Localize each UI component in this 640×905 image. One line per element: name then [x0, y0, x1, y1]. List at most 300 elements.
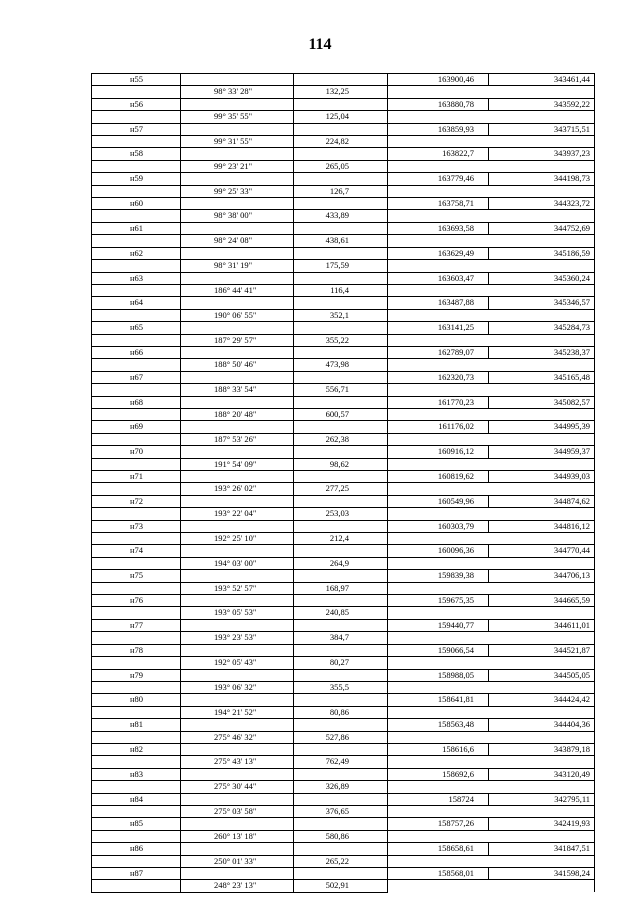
x-coordinate: 158641,81	[388, 694, 489, 706]
length-cell	[294, 743, 388, 755]
y-coordinate-cell	[489, 111, 595, 123]
point-name-cell	[92, 681, 181, 693]
point-name-cell	[92, 830, 181, 842]
x-coordinate-cell	[388, 458, 489, 470]
segment-row	[92, 359, 595, 371]
point-name: н56	[92, 98, 181, 110]
x-coordinate: 163822,7	[388, 148, 489, 160]
direction-cell	[181, 495, 294, 507]
point-row	[92, 98, 595, 110]
x-coordinate-cell	[388, 284, 489, 296]
segment-length: 600,57	[294, 408, 388, 420]
segment-length: 116,4	[294, 284, 388, 296]
length-cell	[294, 669, 388, 681]
y-coordinate: 344752,69	[489, 222, 595, 234]
point-name: н65	[92, 322, 181, 334]
point-name-cell	[92, 756, 181, 768]
point-name-cell	[92, 731, 181, 743]
direction-angle: 99° 25' 33"	[181, 185, 294, 197]
segment-length: 376,65	[294, 805, 388, 817]
point-name: н70	[92, 446, 181, 458]
point-name-cell	[92, 359, 181, 371]
y-coordinate: 344959,37	[489, 446, 595, 458]
segment-length: 264,9	[294, 557, 388, 569]
x-coordinate: 163629,49	[388, 247, 489, 259]
point-name: н68	[92, 396, 181, 408]
direction-cell	[181, 198, 294, 210]
direction-cell	[181, 743, 294, 755]
segment-row	[92, 756, 595, 768]
length-cell	[294, 818, 388, 830]
y-coordinate: 343461,44	[489, 74, 595, 86]
y-coordinate: 344939,03	[489, 471, 595, 483]
direction-angle: 275° 30' 44"	[181, 781, 294, 793]
point-row	[92, 843, 595, 855]
y-coordinate: 344521,87	[489, 644, 595, 656]
segment-length: 224,82	[294, 136, 388, 148]
x-coordinate: 159839,38	[388, 570, 489, 582]
page-number: 114	[308, 36, 332, 53]
segment-row	[92, 111, 595, 123]
point-row	[92, 371, 595, 383]
point-row	[92, 396, 595, 408]
point-name: н60	[92, 198, 181, 210]
y-coordinate-cell	[489, 855, 595, 867]
x-coordinate: 160916,12	[388, 446, 489, 458]
direction-cell	[181, 396, 294, 408]
y-coordinate: 344198,73	[489, 173, 595, 185]
y-coordinate-cell	[489, 830, 595, 842]
direction-angle: 193° 52' 57"	[181, 582, 294, 594]
segment-length: 502,91	[294, 880, 388, 892]
direction-cell	[181, 322, 294, 334]
length-cell	[294, 495, 388, 507]
direction-cell	[181, 371, 294, 383]
y-coordinate-cell	[489, 632, 595, 644]
x-coordinate: 158724	[388, 793, 489, 805]
x-coordinate-cell	[388, 781, 489, 793]
point-row	[92, 346, 595, 358]
point-name-cell	[92, 607, 181, 619]
x-coordinate: 160096,36	[388, 545, 489, 557]
y-coordinate: 344611,01	[489, 619, 595, 631]
y-coordinate-cell	[489, 210, 595, 222]
point-name: н61	[92, 222, 181, 234]
segment-row	[92, 160, 595, 172]
y-coordinate: 341598,24	[489, 868, 595, 880]
segment-length: 240,85	[294, 607, 388, 619]
point-row	[92, 669, 595, 681]
direction-angle: 192° 05' 43"	[181, 657, 294, 669]
point-row	[92, 322, 595, 334]
y-coordinate-cell	[489, 880, 595, 892]
x-coordinate-cell	[388, 880, 489, 892]
y-coordinate-cell	[489, 185, 595, 197]
segment-length: 212,4	[294, 533, 388, 545]
x-coordinate-cell	[388, 681, 489, 693]
y-coordinate: 342419,93	[489, 818, 595, 830]
point-row	[92, 446, 595, 458]
point-name-cell	[92, 86, 181, 98]
segment-row	[92, 830, 595, 842]
x-coordinate-cell	[388, 309, 489, 321]
segment-row	[92, 880, 595, 892]
direction-angle: 188° 33' 54"	[181, 384, 294, 396]
direction-angle: 186° 44' 41"	[181, 284, 294, 296]
segment-row	[92, 607, 595, 619]
segment-length: 132,25	[294, 86, 388, 98]
length-cell	[294, 371, 388, 383]
x-coordinate-cell	[388, 508, 489, 520]
point-name: н66	[92, 346, 181, 358]
direction-cell	[181, 818, 294, 830]
point-name-cell	[92, 483, 181, 495]
direction-cell	[181, 619, 294, 631]
segment-length: 527,86	[294, 731, 388, 743]
direction-cell	[181, 98, 294, 110]
point-name: н76	[92, 595, 181, 607]
point-name: н72	[92, 495, 181, 507]
x-coordinate-cell	[388, 334, 489, 346]
segment-length: 265,05	[294, 160, 388, 172]
x-coordinate-cell	[388, 86, 489, 98]
segment-length: 265,22	[294, 855, 388, 867]
direction-angle: 248° 23' 13"	[181, 880, 294, 892]
direction-angle: 99° 23' 21"	[181, 160, 294, 172]
point-row	[92, 222, 595, 234]
x-coordinate-cell	[388, 359, 489, 371]
point-name-cell	[92, 632, 181, 644]
segment-row	[92, 557, 595, 569]
x-coordinate: 159675,35	[388, 595, 489, 607]
point-name: н87	[92, 868, 181, 880]
segment-row	[92, 284, 595, 296]
segment-length: 580,86	[294, 830, 388, 842]
segment-length: 125,04	[294, 111, 388, 123]
x-coordinate: 158692,6	[388, 768, 489, 780]
x-coordinate-cell	[388, 136, 489, 148]
length-cell	[294, 421, 388, 433]
point-name-cell	[92, 781, 181, 793]
point-name: н79	[92, 669, 181, 681]
point-name-cell	[92, 284, 181, 296]
point-name-cell	[92, 408, 181, 420]
segment-row	[92, 185, 595, 197]
x-coordinate: 163779,46	[388, 173, 489, 185]
direction-cell	[181, 570, 294, 582]
y-coordinate-cell	[489, 160, 595, 172]
length-cell	[294, 520, 388, 532]
x-coordinate: 163758,71	[388, 198, 489, 210]
point-name-cell	[92, 210, 181, 222]
y-coordinate-cell	[489, 706, 595, 718]
x-coordinate: 163603,47	[388, 272, 489, 284]
point-name: н55	[92, 74, 181, 86]
segment-row	[92, 483, 595, 495]
direction-angle: 193° 26' 02"	[181, 483, 294, 495]
length-cell	[294, 198, 388, 210]
y-coordinate-cell	[489, 731, 595, 743]
x-coordinate-cell	[388, 160, 489, 172]
length-cell	[294, 272, 388, 284]
point-name-cell	[92, 334, 181, 346]
length-cell	[294, 148, 388, 160]
direction-cell	[181, 793, 294, 805]
point-name-cell	[92, 508, 181, 520]
direction-angle: 98° 33' 28"	[181, 86, 294, 98]
direction-angle: 193° 05' 53"	[181, 607, 294, 619]
segment-length: 175,59	[294, 260, 388, 272]
x-coordinate: 162789,07	[388, 346, 489, 358]
point-name: н69	[92, 421, 181, 433]
x-coordinate: 160303,79	[388, 520, 489, 532]
direction-cell	[181, 74, 294, 86]
segment-row	[92, 86, 595, 98]
point-row	[92, 495, 595, 507]
point-row	[92, 520, 595, 532]
direction-angle: 98° 38' 00"	[181, 210, 294, 222]
point-name: н86	[92, 843, 181, 855]
y-coordinate: 341847,51	[489, 843, 595, 855]
direction-angle: 188° 20' 48"	[181, 408, 294, 420]
length-cell	[294, 471, 388, 483]
segment-row	[92, 681, 595, 693]
direction-cell	[181, 471, 294, 483]
x-coordinate-cell	[388, 805, 489, 817]
direction-cell	[181, 173, 294, 185]
y-coordinate-cell	[489, 408, 595, 420]
segment-length: 98,62	[294, 458, 388, 470]
x-coordinate-cell	[388, 533, 489, 545]
point-name-cell	[92, 582, 181, 594]
y-coordinate-cell	[489, 86, 595, 98]
point-name: н85	[92, 818, 181, 830]
x-coordinate: 163859,93	[388, 123, 489, 135]
point-name: н58	[92, 148, 181, 160]
segment-length: 80,27	[294, 657, 388, 669]
x-coordinate: 159440,77	[388, 619, 489, 631]
y-coordinate: 345360,24	[489, 272, 595, 284]
direction-cell	[181, 148, 294, 160]
direction-cell	[181, 421, 294, 433]
point-name: н63	[92, 272, 181, 284]
y-coordinate: 345186,59	[489, 247, 595, 259]
x-coordinate-cell	[388, 210, 489, 222]
y-coordinate-cell	[489, 557, 595, 569]
direction-angle: 193° 22' 04"	[181, 508, 294, 520]
segment-row	[92, 408, 595, 420]
point-name: н71	[92, 471, 181, 483]
x-coordinate-cell	[388, 384, 489, 396]
x-coordinate: 161176,02	[388, 421, 489, 433]
segment-length: 326,89	[294, 781, 388, 793]
point-row	[92, 173, 595, 185]
point-name-cell	[92, 384, 181, 396]
segment-row	[92, 657, 595, 669]
segment-row	[92, 433, 595, 445]
segment-row	[92, 260, 595, 272]
segment-row	[92, 136, 595, 148]
point-row	[92, 768, 595, 780]
segment-length: 556,71	[294, 384, 388, 396]
direction-cell	[181, 446, 294, 458]
x-coordinate-cell	[388, 483, 489, 495]
length-cell	[294, 694, 388, 706]
y-coordinate: 345165,48	[489, 371, 595, 383]
point-row	[92, 272, 595, 284]
segment-row	[92, 582, 595, 594]
direction-cell	[181, 843, 294, 855]
x-coordinate-cell	[388, 260, 489, 272]
segment-length: 277,25	[294, 483, 388, 495]
point-name: н62	[92, 247, 181, 259]
length-cell	[294, 173, 388, 185]
point-name-cell	[92, 260, 181, 272]
y-coordinate-cell	[489, 781, 595, 793]
length-cell	[294, 346, 388, 358]
direction-angle: 188° 50' 46"	[181, 359, 294, 371]
segment-row	[92, 458, 595, 470]
segment-row	[92, 632, 595, 644]
point-name: н84	[92, 793, 181, 805]
direction-angle: 99° 35' 55"	[181, 111, 294, 123]
direction-angle: 275° 46' 32"	[181, 731, 294, 743]
x-coordinate: 163880,78	[388, 98, 489, 110]
y-coordinate-cell	[489, 458, 595, 470]
x-coordinate-cell	[388, 408, 489, 420]
x-coordinate: 163487,88	[388, 297, 489, 309]
segment-row	[92, 731, 595, 743]
y-coordinate: 343592,22	[489, 98, 595, 110]
x-coordinate-cell	[388, 830, 489, 842]
direction-cell	[181, 694, 294, 706]
length-cell	[294, 297, 388, 309]
direction-angle: 98° 31' 19"	[181, 260, 294, 272]
segment-length: 80,86	[294, 706, 388, 718]
direction-cell	[181, 297, 294, 309]
point-name: н81	[92, 719, 181, 731]
y-coordinate-cell	[489, 508, 595, 520]
direction-angle: 192° 25' 10"	[181, 533, 294, 545]
point-row	[92, 148, 595, 160]
segment-length: 433,89	[294, 210, 388, 222]
y-coordinate: 343937,23	[489, 148, 595, 160]
x-coordinate: 158616,6	[388, 743, 489, 755]
point-row	[92, 198, 595, 210]
direction-cell	[181, 644, 294, 656]
direction-cell	[181, 545, 294, 557]
y-coordinate-cell	[489, 657, 595, 669]
y-coordinate: 342795,11	[489, 793, 595, 805]
point-name-cell	[92, 235, 181, 247]
point-row	[92, 74, 595, 86]
length-cell	[294, 793, 388, 805]
segment-row	[92, 235, 595, 247]
x-coordinate: 163141,25	[388, 322, 489, 334]
direction-cell	[181, 669, 294, 681]
segment-row	[92, 309, 595, 321]
x-coordinate-cell	[388, 235, 489, 247]
segment-row	[92, 805, 595, 817]
point-row	[92, 793, 595, 805]
point-name: н83	[92, 768, 181, 780]
x-coordinate-cell	[388, 657, 489, 669]
point-row	[92, 719, 595, 731]
point-name-cell	[92, 458, 181, 470]
length-cell	[294, 719, 388, 731]
point-name-cell	[92, 185, 181, 197]
y-coordinate-cell	[489, 384, 595, 396]
point-name-cell	[92, 309, 181, 321]
y-coordinate: 344424,42	[489, 694, 595, 706]
point-name-cell	[92, 433, 181, 445]
point-name: н74	[92, 545, 181, 557]
y-coordinate-cell	[489, 805, 595, 817]
direction-cell	[181, 222, 294, 234]
segment-length: 352,1	[294, 309, 388, 321]
length-cell	[294, 396, 388, 408]
x-coordinate-cell	[388, 855, 489, 867]
direction-cell	[181, 868, 294, 880]
x-coordinate: 160549,96	[388, 495, 489, 507]
coordinates-table-body	[92, 74, 595, 893]
x-coordinate: 158563,48	[388, 719, 489, 731]
y-coordinate: 344404,36	[489, 719, 595, 731]
point-name: н75	[92, 570, 181, 582]
x-coordinate-cell	[388, 756, 489, 768]
length-cell	[294, 545, 388, 557]
direction-angle: 191° 54' 09"	[181, 458, 294, 470]
direction-angle: 194° 03' 00"	[181, 557, 294, 569]
x-coordinate: 163693,58	[388, 222, 489, 234]
x-coordinate: 158658,61	[388, 843, 489, 855]
direction-cell	[181, 520, 294, 532]
point-name-cell	[92, 557, 181, 569]
y-coordinate: 344874,62	[489, 495, 595, 507]
segment-length: 126,7	[294, 185, 388, 197]
segment-length: 355,5	[294, 681, 388, 693]
point-name-cell	[92, 706, 181, 718]
point-name-cell	[92, 533, 181, 545]
segment-length: 762,49	[294, 756, 388, 768]
point-name-cell	[92, 805, 181, 817]
x-coordinate: 161770,23	[388, 396, 489, 408]
segment-row	[92, 210, 595, 222]
y-coordinate: 344706,13	[489, 570, 595, 582]
y-coordinate-cell	[489, 260, 595, 272]
x-coordinate-cell	[388, 706, 489, 718]
length-cell	[294, 322, 388, 334]
y-coordinate: 344995,39	[489, 421, 595, 433]
y-coordinate-cell	[489, 483, 595, 495]
direction-angle: 99° 31' 55"	[181, 136, 294, 148]
segment-length: 355,22	[294, 334, 388, 346]
point-row	[92, 619, 595, 631]
point-name: н64	[92, 297, 181, 309]
direction-angle: 260° 13' 18"	[181, 830, 294, 842]
x-coordinate-cell	[388, 185, 489, 197]
point-row	[92, 595, 595, 607]
point-row	[92, 545, 595, 557]
coordinates-table	[91, 73, 595, 893]
y-coordinate-cell	[489, 681, 595, 693]
segment-row	[92, 533, 595, 545]
point-row	[92, 297, 595, 309]
direction-angle: 187° 53' 26"	[181, 433, 294, 445]
point-name: н77	[92, 619, 181, 631]
y-coordinate-cell	[489, 136, 595, 148]
x-coordinate: 163900,46	[388, 74, 489, 86]
